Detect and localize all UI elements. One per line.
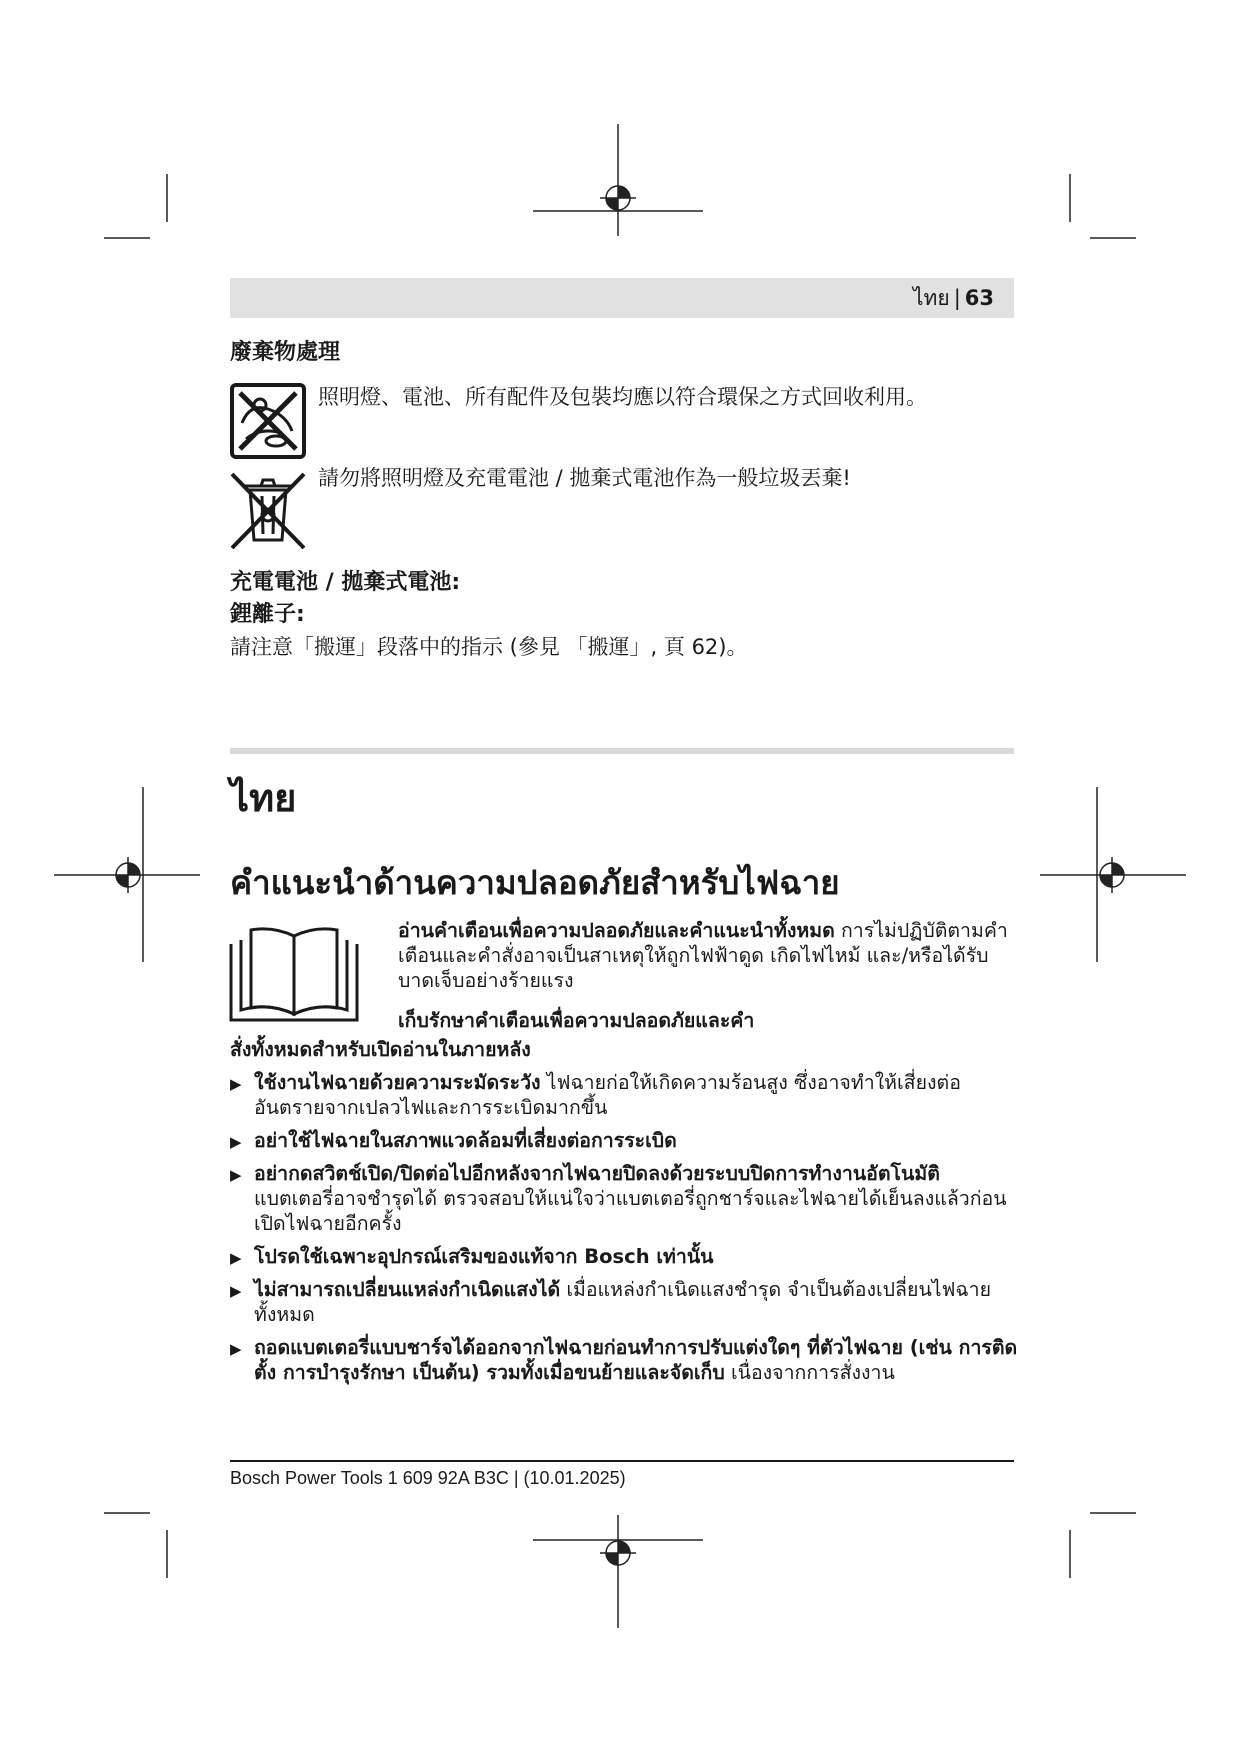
- language-title: ไทย: [230, 776, 297, 820]
- recycle-text: 照明燈、電池、所有配件及包裝均應以符合環保之方式回收利用。: [318, 385, 927, 409]
- bullet-triangle-icon: ▶: [230, 1166, 242, 1184]
- keep-instructions-line1: เก็บรักษาคําเตือนเพื่อความปลอดภัยและคํา: [398, 1009, 755, 1032]
- read-warning-text: [398, 918, 1016, 993]
- bullet-triangle-icon: ▶: [230, 1133, 242, 1151]
- footer-text: Bosch Power Tools 1 609 92A B3C | (10.01.2025): [230, 1468, 626, 1488]
- bullet-strong: ไม่สามารถเปลี่ยนแหล่งกําเนิดแสงได้: [254, 1278, 561, 1301]
- read-warning-rest: การไม่ปฏิบัติตามคําเตือนและคําสั่งอาจเป็นสาเหตุให้ถูกไฟฟ้าดูด เกิดไฟไหม้ และ/หรือได้รับบาดเจ็บอย่างร้ายแรง: [398, 919, 1008, 992]
- lithium-text: 請注意「搬運」段落中的指示 (參見 「搬運」, 頁 62)。: [230, 635, 748, 659]
- keep-instructions-line2: สั่งทั้งหมดสําหรับเปิดอ่านในภายหลัง: [230, 1038, 531, 1061]
- list-item: [230, 1128, 1020, 1153]
- list-item: [230, 1161, 1020, 1236]
- read-warning-bold: อ่านคําเตือนเพื่อความปลอดภัยและคําแนะนําทั้งหมด: [398, 919, 835, 942]
- bullet-triangle-icon: ▶: [230, 1340, 242, 1358]
- bullet-text: เนื่องจากการสั่งงาน: [724, 1361, 895, 1384]
- read-manual-icon: [229, 924, 359, 1024]
- disposal-title: 廢棄物處理: [230, 340, 341, 365]
- bullet-text: เมื่อแหล่งกําเนิดแสงชํารุด จําเป็นต้องเปลี่ยนไฟฉายทั้งหมด: [254, 1278, 992, 1326]
- battery-recycle-icon: [230, 383, 306, 459]
- header-separator: |: [953, 286, 961, 310]
- section-divider: [230, 748, 1014, 754]
- page-number: 63: [964, 286, 994, 310]
- list-item: [230, 1335, 1020, 1385]
- bullet-text: ไฟฉายก่อให้เกิดความร้อนสูง ซึ่งอาจทําให้เสี่ยงต่ออันตรายจากเปลวไฟและการระเบิดมากขึ้น: [254, 1071, 961, 1119]
- no-trash-text: 請勿將照明燈及充電電池 / 拋棄式電池作為一般垃圾丟棄!: [318, 466, 851, 490]
- bullet-strong: อย่ากดสวิตช์เปิด/ปิดต่อไปอีกหลังจากไฟฉายปิดลงด้วยระบบปิดการทํางานอัตโนมัติ: [254, 1162, 940, 1185]
- bullet-strong: โปรดใช้เฉพาะอุปกรณ์เสริมของแท้จาก Bosch เท่านั้น: [254, 1245, 714, 1268]
- footer-rule: [230, 1460, 1014, 1462]
- bullet-strong: ใช้งานไฟฉายด้วยความระมัดระวัง: [254, 1071, 541, 1094]
- safety-bullet-list: [230, 1070, 1020, 1393]
- list-item: [230, 1277, 1020, 1327]
- lithium-heading: 鋰離子:: [230, 602, 305, 627]
- bullet-triangle-icon: ▶: [230, 1249, 242, 1267]
- page-header: [230, 278, 1014, 318]
- header-text: [913, 285, 994, 311]
- bullet-text: แบตเตอรี่อาจชํารุดได้ ตรวจสอบให้แน่ใจว่าแบตเตอรี่ถูกชาร์จและไฟฉายได้เย็นลงแล้วก่อนเปิดไฟฉายอีกครั้ง: [254, 1187, 1007, 1235]
- crossed-bin-icon: [228, 468, 308, 552]
- battery-heading: 充電電池 / 拋棄式電池:: [230, 570, 461, 595]
- header-language: ไทย: [912, 286, 950, 310]
- bullet-triangle-icon: ▶: [230, 1075, 242, 1093]
- bullet-strong: ถอดแบตเตอรี่แบบชาร์จได้ออกจากไฟฉายก่อนทําการปรับแต่งใดๆ ที่ตัวไฟฉาย (เช่น การติดตั้ง การบํารุงรักษา เป็นต้น) รวมทั้งเมื่อขนย้ายและจัดเก็บ: [254, 1336, 1018, 1384]
- list-item: [230, 1244, 1020, 1269]
- list-item: [230, 1070, 1020, 1120]
- safety-title: คําแนะนําด้านความปลอดภัยสําหรับไฟฉาย: [230, 863, 840, 902]
- bullet-triangle-icon: ▶: [230, 1282, 242, 1300]
- bullet-strong: อย่าใช้ไฟฉายในสภาพแวดล้อมที่เสี่ยงต่อการระเบิด: [254, 1129, 677, 1152]
